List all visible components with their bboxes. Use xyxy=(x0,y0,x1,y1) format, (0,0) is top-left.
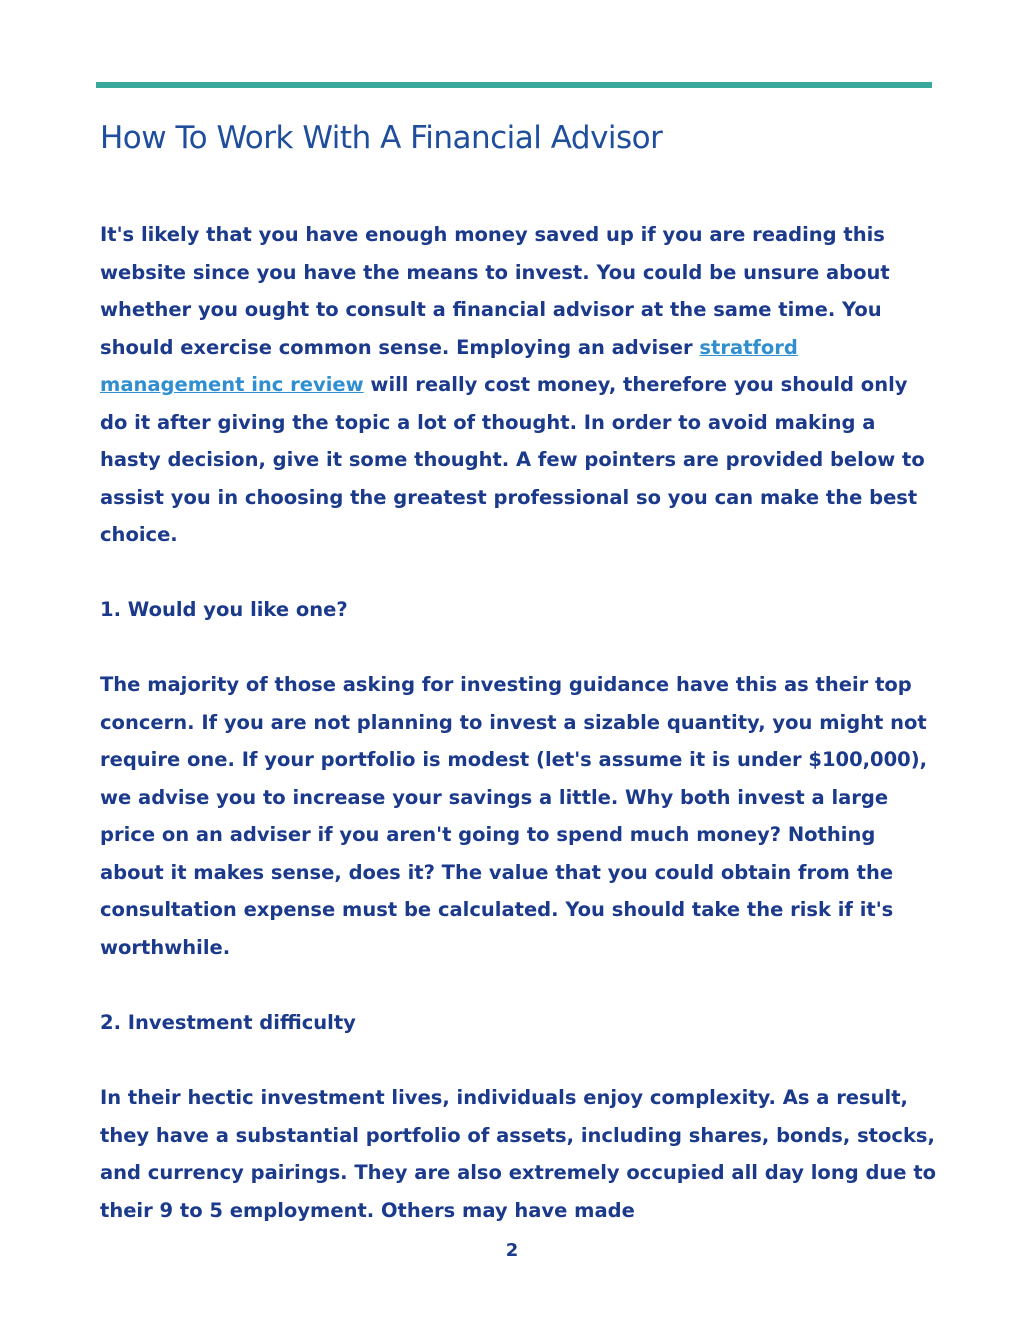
document-title: How To Work With A Financial Advisor xyxy=(100,120,663,156)
section-heading-2: 2. Investment difficulty xyxy=(100,1011,356,1034)
section-paragraph-2: In their hectic investment lives, individuals enjoy complexity. As a result, they have a substantial portfolio of assets, including shares, bonds, stocks, and currency pairings. They are also extremely occupied all day long due to their 9 to 5 employment. Others may have made xyxy=(100,1086,937,1222)
page-number: 2 xyxy=(505,1240,519,1261)
section-paragraph-1: The majority of those asking for investing guidance have this as their top concern. If you are not planning to invest a sizable quantity, you might not require one. If your portfolio is modest (let's assume it is under $100,000), we advise you to increase your savings a little. Why both invest a large price on an adviser if you aren't going to spend much money? Nothing about it makes sense, does it? The value that you could obtain from the consultation expense must be calculated. You should take the risk if it's worthwhile. xyxy=(100,673,928,959)
intro-text-after-link: will really cost money, therefore you should only do it after giving the topic a lot of thought. In order to avoid making a hasty decision, give it some thought. A few pointers are provided below to assist you in choosing the greatest professional so you can make the best choice. xyxy=(100,373,925,546)
section-heading-1: 1. Would you like one? xyxy=(100,598,348,621)
intro-paragraph xyxy=(100,216,940,554)
stratford-review-link[interactable]: stratford management inc review xyxy=(100,335,798,396)
intro-text-before-link: It's likely that you have enough money saved up if you are reading this website since you have the means to invest. You could be unsure about whether you ought to consult a financial advisor at the same time. You should exercise common sense. Employing an adviser xyxy=(100,223,890,359)
header-rule xyxy=(96,82,932,88)
